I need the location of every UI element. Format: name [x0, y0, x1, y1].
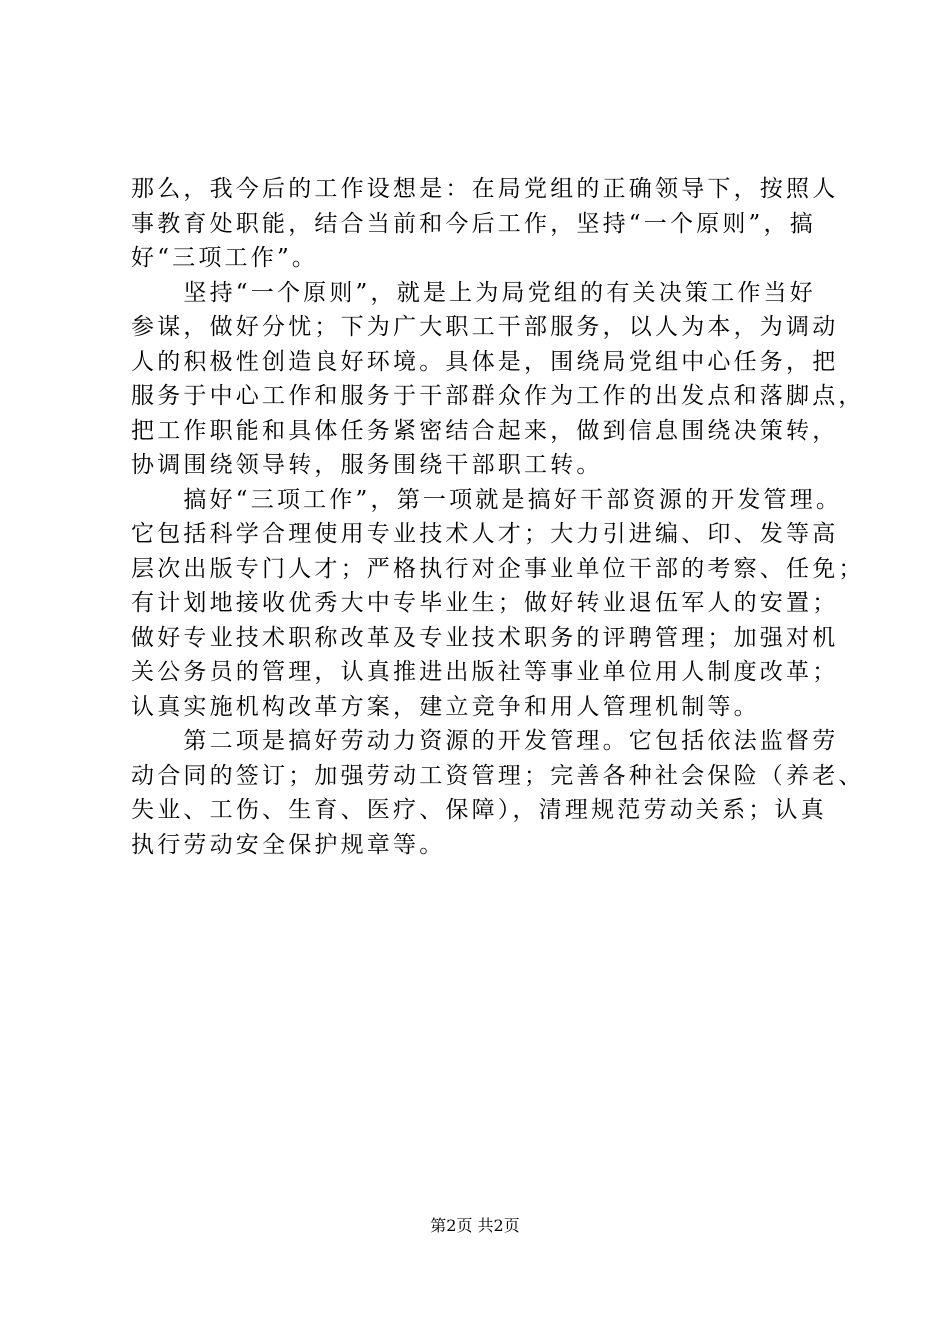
body-text — [131, 172, 865, 862]
text-line: 那么，我今后的工作设想是：在局党组的正确领导下，按照人 — [131, 176, 839, 202]
text-line: 参谋，做好分忧；下为广大职工干部服务，以人为本，为调动 — [131, 314, 839, 340]
text-line: 协调围绕领导转，服务围绕干部职工转。 — [131, 452, 603, 478]
text-line: 好“三项工作”。 — [131, 245, 319, 271]
text-line: 认真实施机构改革方案，建立竞争和用人管理机制等。 — [131, 693, 760, 720]
text-line: 第二项是搞好劳动力资源的开发管理。它包括依法监督劳 — [131, 728, 839, 754]
text-line: 有计划地接收优秀大中专毕业生；做好转业退伍军人的安置； — [131, 590, 839, 616]
text-line: 把工作职能和具体任务紧密结合起来，做到信息围绕决策转， — [131, 417, 839, 444]
page-number-footer: 第2页 共2页 — [430, 1216, 520, 1235]
text-line: 坚持“一个原则”，就是上为局党组的有关决策工作当好 — [131, 279, 816, 306]
text-line: 关公务员的管理，认真推进出版社等事业单位用人制度改革； — [131, 659, 839, 685]
text-line: 失业、工伤、生育、医疗、保障），清理规范劳动关系；认真 — [131, 797, 827, 823]
text-line: 做好专业技术职称改革及专业技术职务的评聘管理；加强对机 — [131, 624, 839, 651]
text-line: 人的积极性创造良好环境。具体是，围绕局党组中心任务，把 — [131, 348, 839, 375]
text-line: 执行劳动安全保护规章等。 — [131, 831, 446, 858]
text-line: 搞好“三项工作”，第一项就是搞好干部资源的开发管理。 — [131, 486, 843, 513]
text-line: 服务于中心工作和服务于干部群众作为工作的出发点和落脚点， — [131, 383, 865, 409]
text-line: 动合同的签订；加强劳动工资管理；完善各种社会保险（养老、 — [131, 762, 865, 789]
text-line: 事教育处职能，结合当前和今后工作，坚持“一个原则”，搞 — [131, 210, 816, 237]
text-line: 层次出版专门人才；严格执行对企事业单位干部的考察、任免； — [131, 555, 865, 582]
text-line: 它包括科学合理使用专业技术人才；大力引进编、印、发等高 — [131, 521, 839, 547]
